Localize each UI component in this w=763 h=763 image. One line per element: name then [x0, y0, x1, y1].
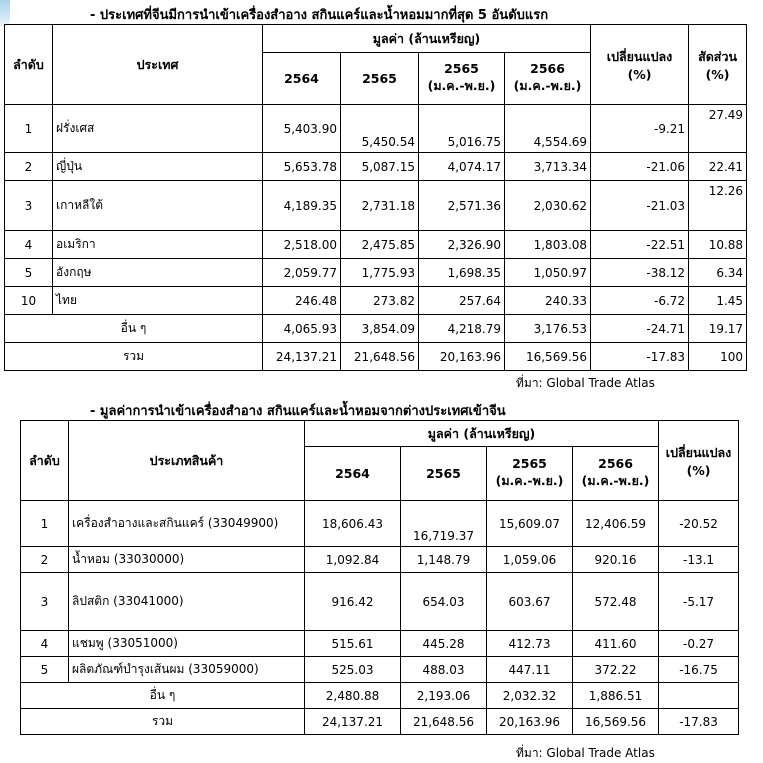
value-cell: 21,648.56	[401, 709, 487, 735]
country-cell: ญี่ปุ่น	[53, 153, 263, 181]
value-cell: 4,065.93	[263, 315, 341, 343]
value-cell: 916.42	[305, 573, 401, 631]
change-cell: -21.03	[591, 181, 689, 231]
value-cell: 246.48	[263, 287, 341, 315]
value-cell: 5,403.90	[263, 105, 341, 153]
value-cell: 5,653.78	[263, 153, 341, 181]
value-cell: 20,163.96	[487, 709, 573, 735]
value-cell: 920.16	[573, 547, 659, 573]
table-row	[5, 287, 747, 315]
product-cell: เครื่องสำอางและสกินแคร์ (33049900)	[69, 501, 305, 547]
others-label: อื่น ๆ	[5, 315, 263, 343]
value-cell: 16,719.37	[401, 501, 487, 547]
rank-cell: 1	[5, 105, 53, 153]
value-cell: 4,218.79	[419, 315, 505, 343]
value-cell: 3,854.09	[341, 315, 419, 343]
table-row	[5, 259, 747, 287]
value-cell: 4,554.69	[505, 105, 591, 153]
value-cell: 372.22	[573, 657, 659, 683]
share-cell: 100	[689, 343, 747, 371]
value-cell: 18,606.43	[305, 501, 401, 547]
value-cell: 4,074.17	[419, 153, 505, 181]
share-cell: 27.49	[689, 105, 747, 153]
change-cell: -38.12	[591, 259, 689, 287]
value-cell: 4,189.35	[263, 181, 341, 231]
value-cell: 654.03	[401, 573, 487, 631]
share-cell: 22.41	[689, 153, 747, 181]
value-cell: 5,016.75	[419, 105, 505, 153]
value-cell: 603.67	[487, 573, 573, 631]
value-cell: 1,050.97	[505, 259, 591, 287]
value-cell: 2,030.62	[505, 181, 591, 231]
country-import-table	[4, 24, 747, 371]
header-2565-partial: 2565 (ม.ค.-พ.ย.)	[419, 53, 505, 105]
value-cell: 12,406.59	[573, 501, 659, 547]
country-cell: เกาหลีใต้	[53, 181, 263, 231]
value-cell: 1,059.06	[487, 547, 573, 573]
header-2565: 2565	[401, 447, 487, 501]
total-row	[21, 709, 739, 735]
change-cell: -13.1	[659, 547, 739, 573]
header-country: ประเทศ	[53, 25, 263, 105]
value-cell: 257.64	[419, 287, 505, 315]
value-cell: 2,731.18	[341, 181, 419, 231]
value-cell: 2,571.36	[419, 181, 505, 231]
value-cell: 411.60	[573, 631, 659, 657]
table-row	[21, 631, 739, 657]
value-cell: 21,648.56	[341, 343, 419, 371]
value-cell: 525.03	[305, 657, 401, 683]
table-row	[21, 657, 739, 683]
header-value-group: มูลค่า (ล้านเหรียญ)	[305, 421, 659, 447]
header-product: ประเภทสินค้า	[69, 421, 305, 501]
value-cell: 1,698.35	[419, 259, 505, 287]
header-change: เปลี่ยนแปลง (%)	[591, 25, 689, 105]
total-label: รวม	[5, 343, 263, 371]
value-cell: 5,450.54	[341, 105, 419, 153]
value-cell: 2,326.90	[419, 231, 505, 259]
others-row	[21, 683, 739, 709]
share-cell: 10.88	[689, 231, 747, 259]
table-row	[5, 181, 747, 231]
value-cell: 16,569.56	[573, 709, 659, 735]
table2-source: ที่มา: Global Trade Atlas	[516, 746, 655, 760]
value-cell: 1,092.84	[305, 547, 401, 573]
share-cell: 1.45	[689, 287, 747, 315]
header-value-group: มูลค่า (ล้านเหรียญ)	[263, 25, 591, 53]
value-cell: 5,087.15	[341, 153, 419, 181]
header-2565: 2565	[341, 53, 419, 105]
header-2564: 2564	[305, 447, 401, 501]
rank-cell: 1	[21, 501, 69, 547]
change-cell: -16.75	[659, 657, 739, 683]
value-cell: 488.03	[401, 657, 487, 683]
country-cell: ไทย	[53, 287, 263, 315]
rank-cell: 5	[5, 259, 53, 287]
table-row	[5, 153, 747, 181]
share-cell: 6.34	[689, 259, 747, 287]
rank-cell: 5	[21, 657, 69, 683]
change-cell: -5.17	[659, 573, 739, 631]
product-import-table	[20, 420, 739, 735]
product-cell: น้ำหอม (33030000)	[69, 547, 305, 573]
change-cell	[659, 683, 739, 709]
value-cell: 515.61	[305, 631, 401, 657]
total-row	[5, 343, 747, 371]
header-share: สัดส่วน (%)	[689, 25, 747, 105]
header-change: เปลี่ยนแปลง (%)	[659, 421, 739, 501]
others-label: อื่น ๆ	[21, 683, 305, 709]
rank-cell: 3	[21, 573, 69, 631]
country-cell: อเมริกา	[53, 231, 263, 259]
value-cell: 412.73	[487, 631, 573, 657]
value-cell: 24,137.21	[263, 343, 341, 371]
value-cell: 2,480.88	[305, 683, 401, 709]
table-row	[5, 105, 747, 153]
header-2566-partial: 2566 (ม.ค.-พ.ย.)	[505, 53, 591, 105]
table1-title: - ประเทศที่จีนมีการนำเข้าเครื่องสำอาง สกินแคร์และน้ำหอมมากที่สุด 5 อันดับแรก	[90, 8, 549, 23]
header-rank: ลำดับ	[5, 25, 53, 105]
value-cell: 1,803.08	[505, 231, 591, 259]
value-cell: 2,032.32	[487, 683, 573, 709]
share-cell: 19.17	[689, 315, 747, 343]
change-cell: -9.21	[591, 105, 689, 153]
rank-cell: 4	[5, 231, 53, 259]
header-rank: ลำดับ	[21, 421, 69, 501]
change-cell: -0.27	[659, 631, 739, 657]
table-row	[21, 547, 739, 573]
corner-decoration	[0, 0, 10, 26]
product-cell: แชมพู (33051000)	[69, 631, 305, 657]
table2-title: - มูลค่าการนำเข้าเครื่องสำอาง สกินแคร์และน้ำหอมจากต่างประเทศเข้าจีน	[90, 404, 506, 419]
value-cell: 3,713.34	[505, 153, 591, 181]
share-cell: 12.26	[689, 181, 747, 231]
others-row	[5, 315, 747, 343]
value-cell: 2,059.77	[263, 259, 341, 287]
value-cell: 447.11	[487, 657, 573, 683]
value-cell: 1,886.51	[573, 683, 659, 709]
table-row	[21, 573, 739, 631]
value-cell: 16,569.56	[505, 343, 591, 371]
value-cell: 2,518.00	[263, 231, 341, 259]
value-cell: 20,163.96	[419, 343, 505, 371]
rank-cell: 10	[5, 287, 53, 315]
change-cell: -17.83	[659, 709, 739, 735]
value-cell: 2,475.85	[341, 231, 419, 259]
header-2566-partial: 2566 (ม.ค.-พ.ย.)	[573, 447, 659, 501]
rank-cell: 2	[5, 153, 53, 181]
value-cell: 240.33	[505, 287, 591, 315]
rank-cell: 4	[21, 631, 69, 657]
country-cell: อังกฤษ	[53, 259, 263, 287]
change-cell: -24.71	[591, 315, 689, 343]
table1-source: ที่มา: Global Trade Atlas	[516, 376, 655, 390]
product-cell: ลิปสติก (33041000)	[69, 573, 305, 631]
table-row	[5, 231, 747, 259]
change-cell: -22.51	[591, 231, 689, 259]
change-cell: -17.83	[591, 343, 689, 371]
value-cell: 3,176.53	[505, 315, 591, 343]
value-cell: 572.48	[573, 573, 659, 631]
value-cell: 1,775.93	[341, 259, 419, 287]
value-cell: 273.82	[341, 287, 419, 315]
value-cell: 24,137.21	[305, 709, 401, 735]
value-cell: 445.28	[401, 631, 487, 657]
country-cell: ฝรั่งเศส	[53, 105, 263, 153]
rank-cell: 2	[21, 547, 69, 573]
total-label: รวม	[21, 709, 305, 735]
product-cell: ผลิตภัณฑ์บำรุงเส้นผม (33059000)	[69, 657, 305, 683]
rank-cell: 3	[5, 181, 53, 231]
change-cell: -21.06	[591, 153, 689, 181]
value-cell: 2,193.06	[401, 683, 487, 709]
header-2564: 2564	[263, 53, 341, 105]
value-cell: 15,609.07	[487, 501, 573, 547]
value-cell: 1,148.79	[401, 547, 487, 573]
header-2565-partial: 2565 (ม.ค.-พ.ย.)	[487, 447, 573, 501]
change-cell: -20.52	[659, 501, 739, 547]
change-cell: -6.72	[591, 287, 689, 315]
table-row	[21, 501, 739, 547]
